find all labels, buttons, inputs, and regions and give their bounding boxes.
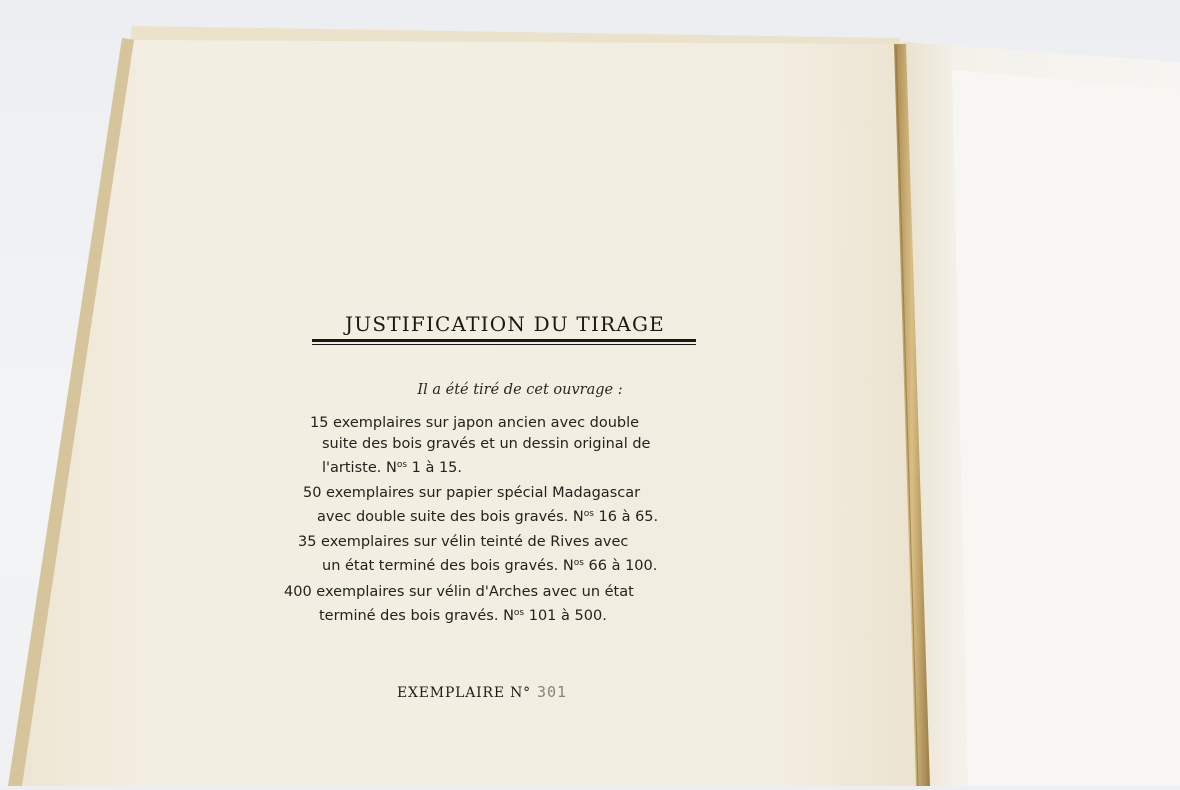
right-inner-page — [952, 70, 1180, 786]
copy-label: EXEMPLAIRE N° — [397, 685, 531, 701]
entry-2-line-2-post: 16 à 65. — [593, 509, 659, 525]
entry-1-line-3-post: 1 à 15. — [407, 460, 463, 476]
entry-1-line-1: 15 exemplaires sur japon ancien avec double — [310, 415, 640, 431]
entry-1-line-2: suite des bois gravés et un dessin original de — [322, 436, 651, 452]
entry-4-line-2-post: 101 à 500. — [524, 608, 607, 624]
entry-1-line-3-pre: l'artiste. N — [322, 460, 397, 476]
edition-entry-3 — [298, 532, 708, 577]
entry-2-line-2-pre: avec double suite des bois gravés. N — [317, 509, 584, 525]
entry-3-line-2 — [298, 553, 708, 577]
entry-3-sup: os — [573, 558, 584, 568]
entry-1-line-3 — [310, 455, 720, 479]
intro-text: Il a été tiré de cet ouvrage : — [417, 382, 623, 398]
edition-entry-4 — [284, 582, 694, 627]
entry-3-line-1: 35 exemplaires sur vélin teinté de Rives avec — [298, 534, 629, 550]
entry-4-sup: os — [513, 608, 525, 618]
entry-2-line-2 — [303, 504, 713, 528]
entry-1-sup: os — [396, 460, 408, 470]
entry-4-line-2-pre: terminé des bois gravés. N — [319, 608, 514, 624]
heading-rule-thin — [312, 344, 696, 345]
copy-number-line — [397, 683, 567, 701]
entry-2-sup: os — [583, 509, 594, 519]
entry-3-line-2-post: 66 à 100. — [583, 558, 658, 574]
copy-number-stamp: 301 — [536, 683, 568, 701]
entry-2-line-1: 50 exemplaires sur papier spécial Madagascar — [303, 485, 641, 501]
edition-entry-1 — [310, 413, 720, 479]
entry-3-line-2-pre: un état terminé des bois gravés. N — [322, 558, 574, 574]
entry-4-line-1: 400 exemplaires sur vélin d'Arches avec un état — [284, 584, 634, 600]
page-heading: JUSTIFICATION DU TIRAGE — [345, 312, 665, 336]
edition-entry-2 — [303, 483, 713, 528]
entry-4-line-2 — [284, 603, 694, 627]
heading-rule-thick — [312, 339, 696, 342]
